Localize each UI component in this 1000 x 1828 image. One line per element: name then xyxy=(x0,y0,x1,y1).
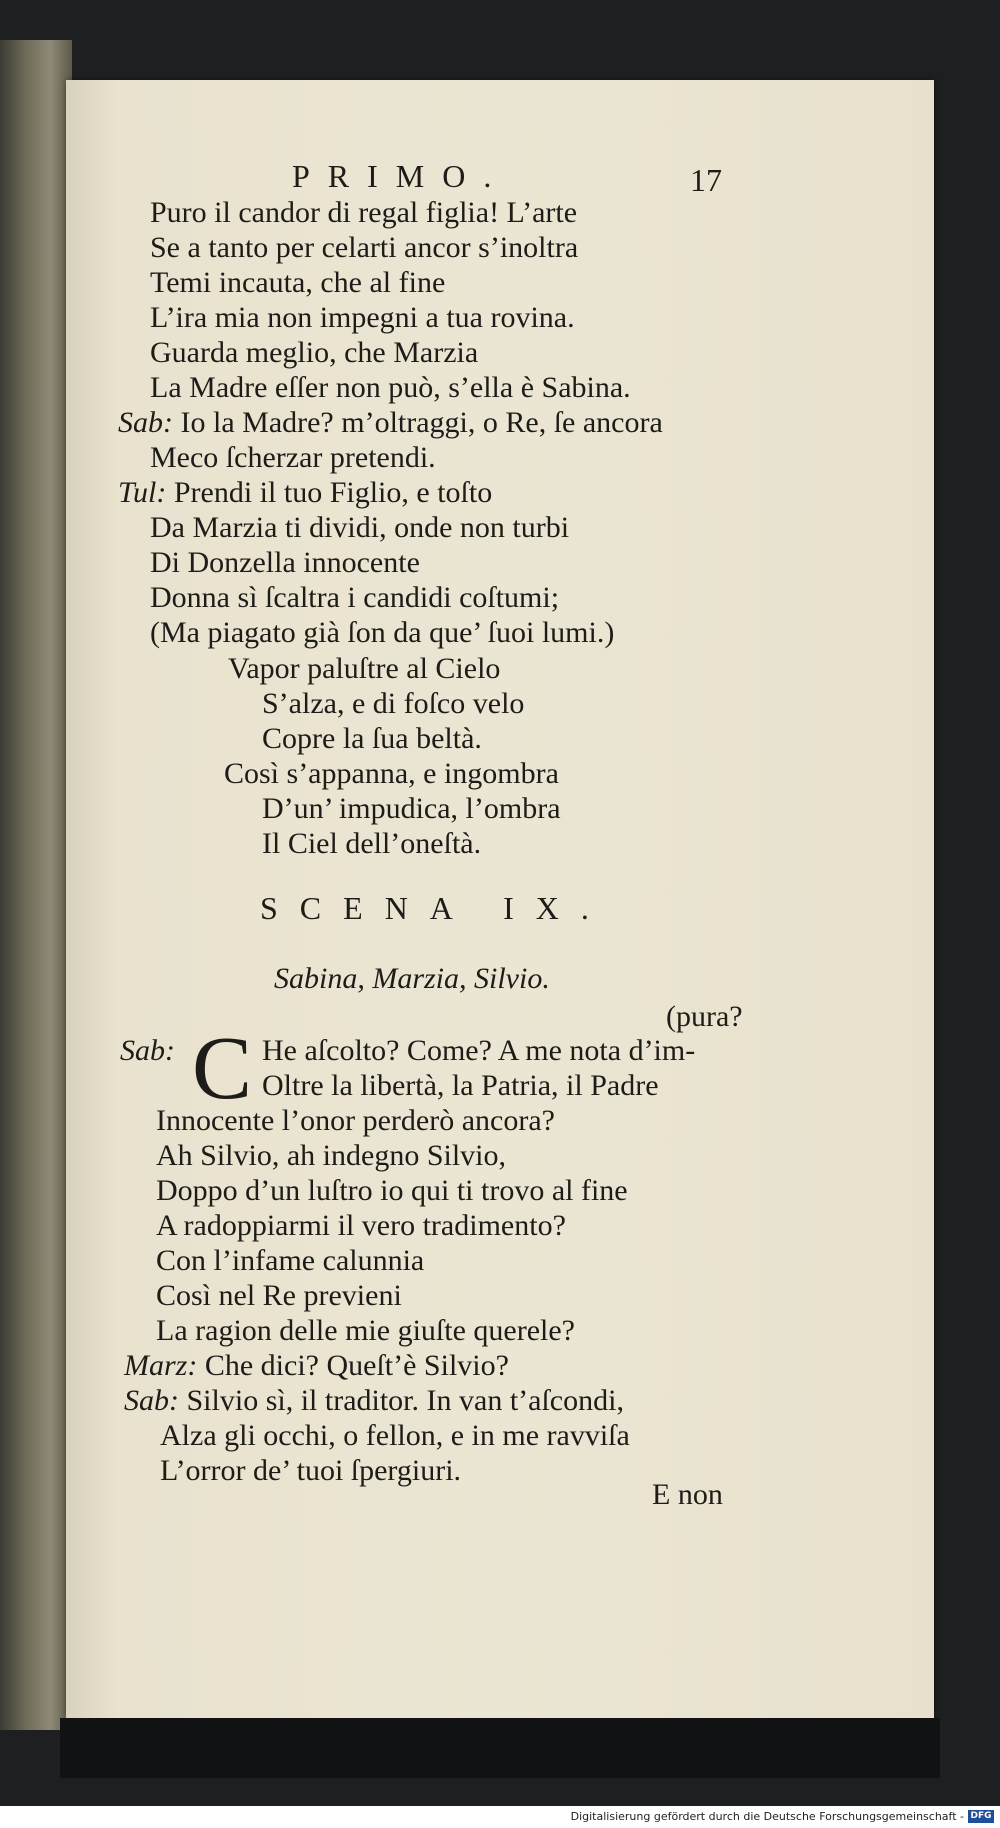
speaker-label: Tul: xyxy=(118,476,167,509)
speaker-label: Sab: xyxy=(118,406,173,439)
verse-line: Con l’infame calunnia xyxy=(156,1244,425,1277)
verse-line: Donna sì ſcaltra i candidi coſtumi; xyxy=(150,581,560,614)
speaker-label: Sab: xyxy=(124,1384,179,1417)
verse-line: Oltre la libertà, la Patria, il Padre xyxy=(262,1069,659,1102)
digitization-credit: Digitalisierung gefördert durch die Deutsche Forschungsgemeinschaft - xyxy=(570,1810,964,1823)
verse-line: La ragion delle mie giuſte querele? xyxy=(156,1314,575,1347)
aria-line: Vapor paluſtre al Cielo xyxy=(228,652,501,685)
verse-line: Doppo d’un luſtro io qui ti trovo al fine xyxy=(156,1174,628,1207)
verse-line: Guarda meglio, che Marzia xyxy=(150,336,479,369)
verse-line: Così nel Re previeni xyxy=(156,1279,402,1312)
scene-title: SCENA IX. xyxy=(260,890,611,926)
verse-line: Puro il candor di regal figlia! L’arte xyxy=(150,196,578,229)
aria-line: D’un’ impudica, l’ombra xyxy=(262,792,561,825)
verse-line: Tul: Prendi il tuo Figlio, e toſto xyxy=(118,476,493,509)
aria-line: Il Ciel dell’oneſtà. xyxy=(262,827,482,860)
aria-line: Così s’appanna, e ingombra xyxy=(224,757,559,790)
verse-line: Sab: Io la Madre? m’oltraggi, o Re, ſe ancora xyxy=(118,406,663,439)
verse-line: Meco ſcherzar pretendi. xyxy=(150,441,436,474)
overflow-word: (pura? xyxy=(666,1000,743,1033)
page-number: 17 xyxy=(690,162,722,198)
verse-line: Temi incauta, che al fine xyxy=(150,266,446,299)
speaker-label: Marz: xyxy=(124,1349,198,1382)
verse-line: Innocente l’onor perderò ancora? xyxy=(156,1104,555,1137)
verse-line: Sab: Silvio sì, il traditor. In van t’aſcondi, xyxy=(124,1384,624,1417)
verse-line: A radoppiarmi il vero tradimento? xyxy=(156,1209,566,1242)
verse-line: L’ira mia non impegni a tua rovina. xyxy=(150,301,575,334)
verse-line: Di Donzella innocente xyxy=(150,546,420,579)
book-spine-edge xyxy=(0,40,72,1730)
verse-line: Ah Silvio, ah indegno Silvio, xyxy=(156,1139,507,1172)
aria-line: Copre la ſua beltà. xyxy=(262,722,482,755)
verse-line: He aſcolto? Come? A me nota d’im- xyxy=(262,1034,696,1067)
drop-capital: C xyxy=(192,1019,253,1118)
verse-line: Da Marzia ti dividi, onde non turbi xyxy=(150,511,570,544)
page-bottom-shadow xyxy=(60,1718,940,1778)
verse-line: Se a tanto per celarti ancor s’inoltra xyxy=(150,231,579,264)
speaker-label: Sab: xyxy=(120,1034,175,1067)
verse-line: L’orror de’ tuoi ſpergiuri. xyxy=(160,1454,462,1487)
aria-line: S’alza, e di foſco velo xyxy=(262,687,525,720)
verse-line: Marz: Che dici? Queſt’è Silvio? xyxy=(124,1349,509,1382)
dfg-logo: DFG xyxy=(968,1810,994,1823)
catchword: E non xyxy=(652,1478,723,1511)
scene-characters: Sabina, Marzia, Silvio. xyxy=(274,962,550,995)
verse-line: (Ma piagato già ſon da que’ ſuoi lumi.) xyxy=(150,616,615,649)
verse-line: La Madre eſſer non può, s’ella è Sabina. xyxy=(150,371,631,404)
verse-line: Alza gli occhi, o fellon, e in me ravviſa xyxy=(160,1419,630,1452)
running-header: PRIMO. xyxy=(292,158,510,194)
